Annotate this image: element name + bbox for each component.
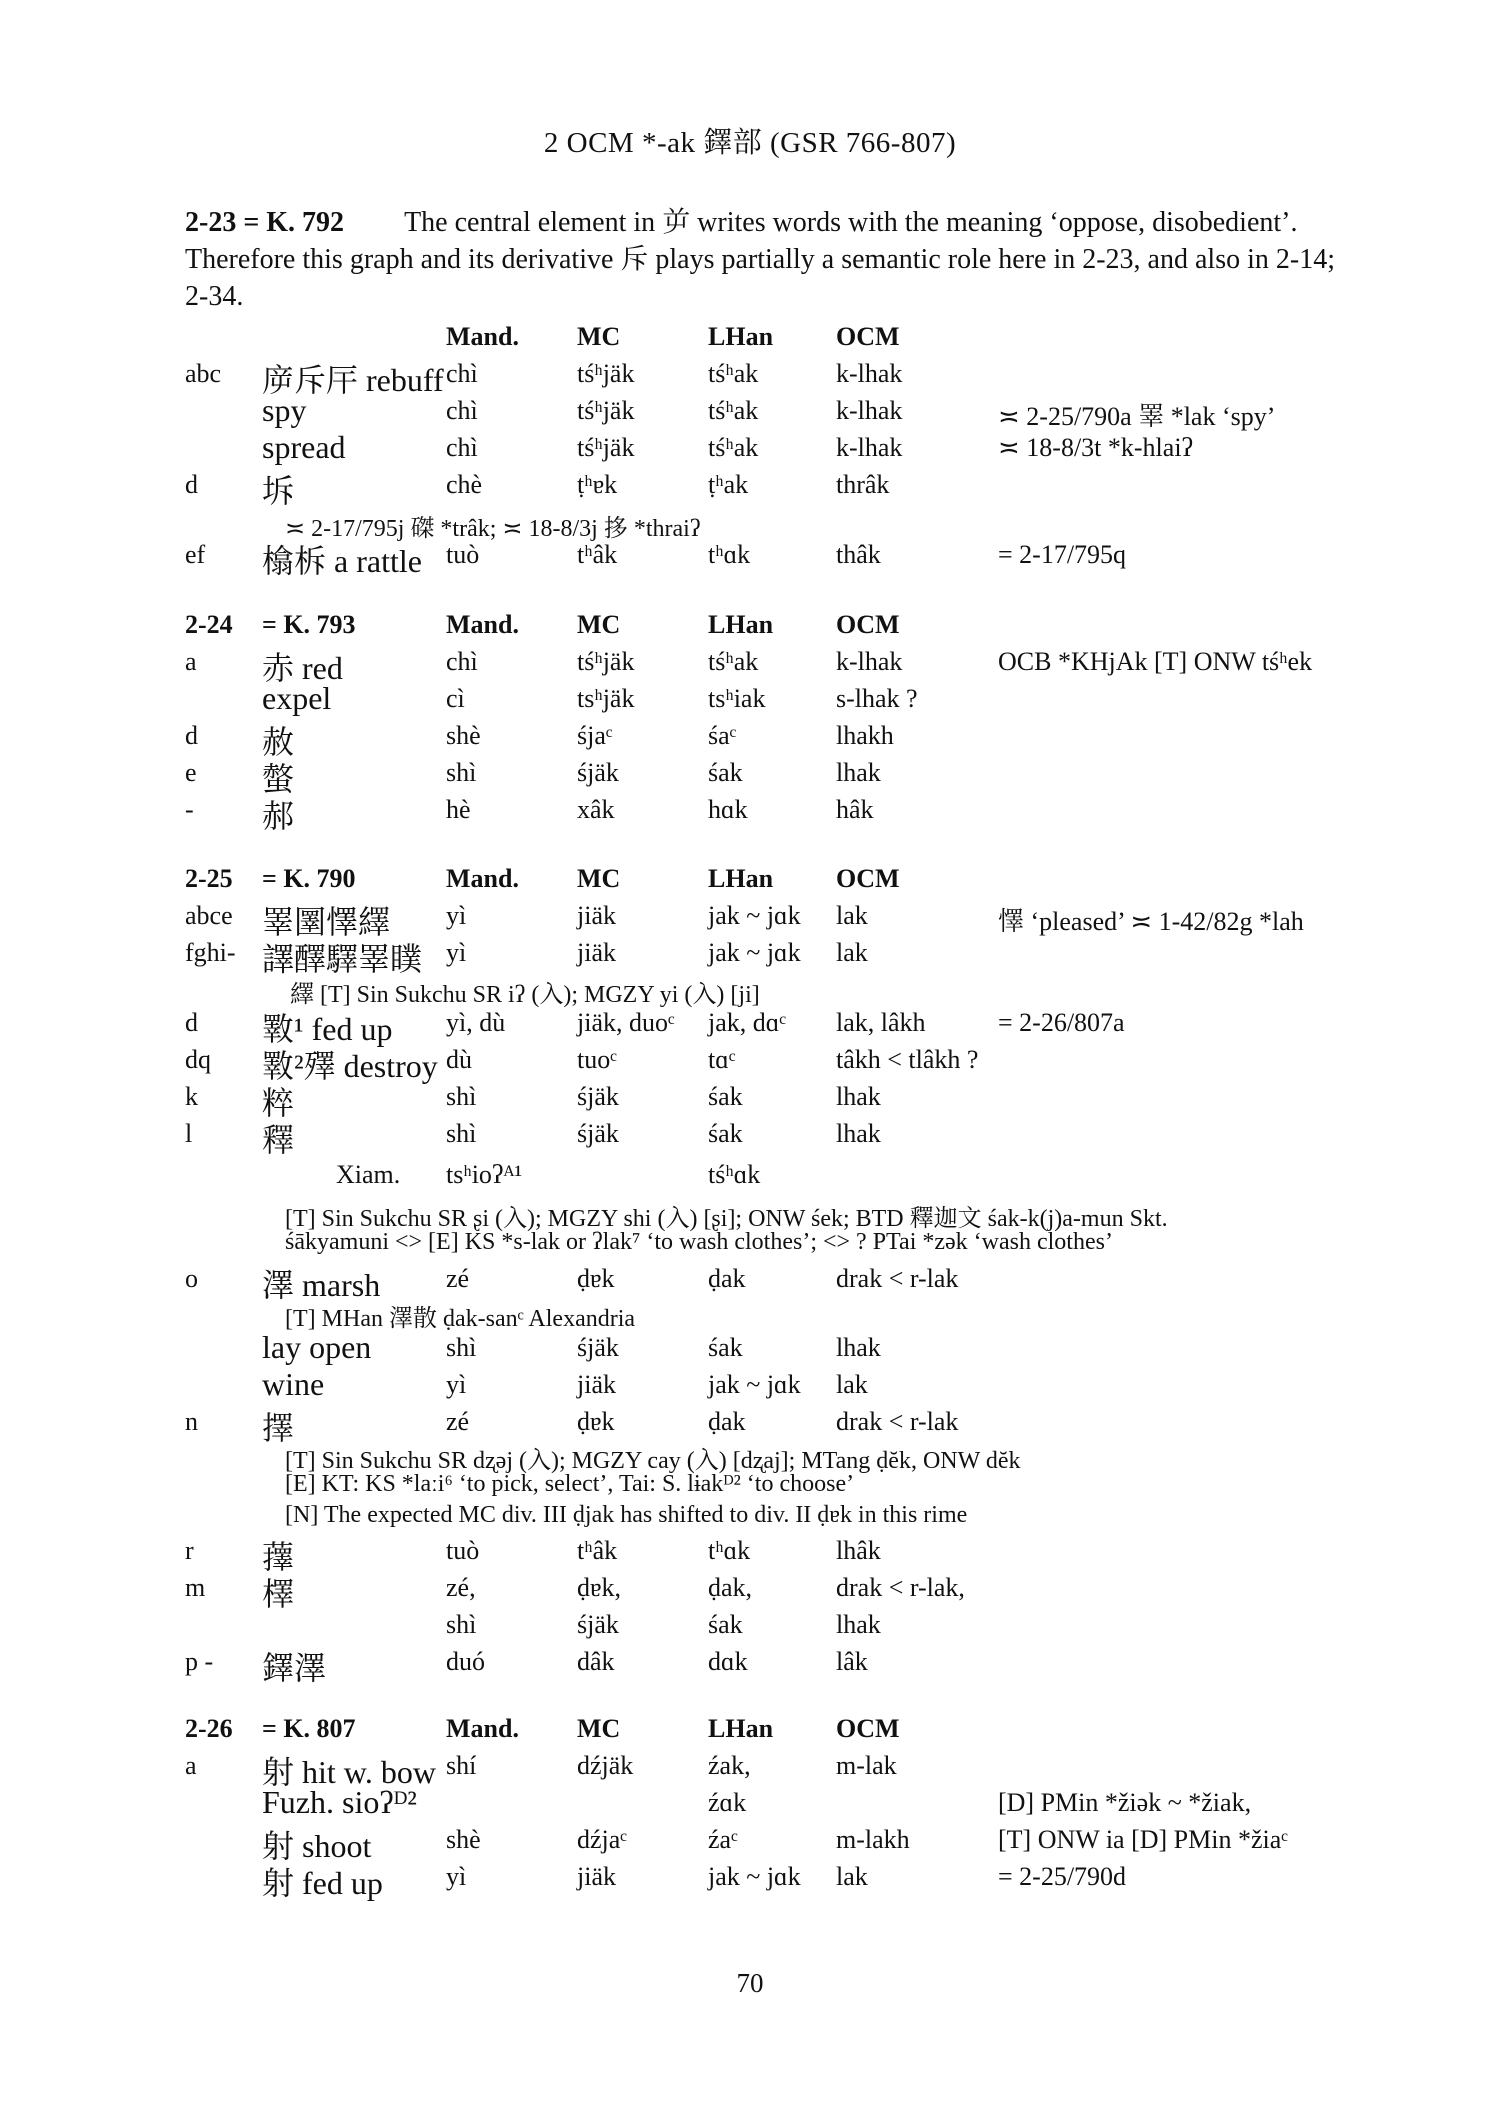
table-row (0, 938, 1500, 975)
graph-cell: 射 shoot (262, 1828, 372, 1864)
mc-cell: śjäk (577, 1610, 619, 1639)
index-cell: d (185, 470, 198, 499)
section-header-row (0, 322, 1500, 359)
intro-lead: 2-23 = K. 792 (185, 207, 345, 238)
mandarin-cell: yì (446, 1862, 467, 1891)
ocm-cell: lak, lâkh (836, 1008, 926, 1037)
lhan-cell: ḍak (708, 1264, 746, 1293)
index-cell: abc (185, 359, 222, 388)
table-row (0, 1082, 1500, 1119)
index-cell: m (185, 1573, 206, 1602)
mc-cell: śjaᶜ (577, 721, 613, 750)
table-row (0, 901, 1500, 938)
table-row (0, 1008, 1500, 1045)
mandarin-cell: cì (446, 684, 465, 713)
section-header-row (0, 864, 1500, 901)
ocm-cell: drak < r-lak (836, 1264, 959, 1293)
running-head: 2 OCM *-ak 鐸部 (GSR 766-807) (543, 127, 957, 159)
ocm-cell: m-lak (836, 1751, 897, 1780)
mc-cell: tsʰjäk (577, 684, 635, 713)
table-row (0, 470, 1500, 507)
mc-cell: xâk (577, 795, 615, 824)
mc-cell: jiäk, duoᶜ (577, 1008, 675, 1037)
section-header-row (0, 610, 1500, 647)
mandarin-cell: zé (446, 1264, 470, 1293)
lhan-cell: LHan (708, 322, 774, 351)
index-cell: a (185, 647, 197, 676)
ocm-cell: k-lhak (836, 647, 903, 676)
mc-cell: MC (577, 1714, 621, 1743)
mandarin-cell: hè (446, 795, 471, 824)
note-cell: [D] PMin *žiək ~ *žiak, (998, 1788, 1252, 1817)
table-row (0, 429, 1500, 470)
note-cell: ≍ 18-8/3t *k-hlaiʔ (998, 433, 1194, 462)
table-row (0, 1862, 1500, 1899)
index-cell: l (185, 1119, 193, 1148)
xiamen-reading: Xiam. (336, 1160, 401, 1189)
table-row (0, 1610, 1500, 1647)
graph-cell: expel (262, 680, 332, 716)
index-cell: 2-26 (185, 1714, 233, 1743)
mandarin-cell: duó (446, 1647, 485, 1676)
ocm-cell: thrâk (836, 470, 890, 499)
ocm-cell: lak (836, 1370, 868, 1399)
index-cell: n (185, 1407, 198, 1436)
mc-cell: śjäk (577, 758, 619, 787)
mandarin-cell: chì (446, 359, 478, 388)
index-cell: a (185, 1751, 197, 1780)
table-row (0, 647, 1500, 684)
graph-cell: 鐸澤 (262, 1650, 327, 1686)
index-cell: o (185, 1264, 198, 1293)
lhan-cell: tśʰak (708, 396, 759, 425)
graph-cell: 射 hit w. bow (262, 1754, 436, 1790)
table-row (0, 1825, 1500, 1862)
graph-cell: 譯醳驛睪瞨 (262, 941, 423, 977)
ocm-cell: k-lhak (836, 433, 903, 462)
mandarin-cell: yì (446, 938, 467, 967)
table-row (0, 1407, 1500, 1444)
mandarin-cell: shì (446, 758, 477, 787)
note-cell: OCB *KHjAk [T] ONW tśʰek (998, 647, 1313, 676)
xiamen-reading: tsʰioʔᴬ¹ (446, 1160, 523, 1189)
graph-cell: = K. 790 (262, 864, 356, 893)
mc-cell: tśʰjäk (577, 647, 635, 676)
ocm-cell: OCM (836, 322, 900, 351)
graph-cell: 釋 (262, 1122, 295, 1158)
mandarin-cell: yì (446, 901, 467, 930)
mc-cell: śjäk (577, 1119, 619, 1148)
mc-cell: ḍɐk, (577, 1573, 622, 1602)
ocm-cell: lhak (836, 1610, 881, 1639)
lhan-cell: źak, (708, 1751, 751, 1780)
note-line: [T] Sin Sukchu SR ʂi (入); MGZY shi (入) [ʂi]; ONW śek; BTD 釋迦文 śak-k(j)a-mun Skt. (285, 1206, 1168, 1232)
table-row (0, 1751, 1500, 1788)
table-row (0, 1264, 1500, 1301)
note-line: śākyamuni <> [E] KS *s-lak or ʔlak⁷ ‘to wash clothes’; <> ? PTai *zək ‘wash clothes’ (285, 1229, 1113, 1255)
graph-cell: Fuzh. sioʔᴰ² (262, 1784, 417, 1820)
table-row (0, 1536, 1500, 1573)
mc-cell: jiäk (577, 1862, 616, 1891)
mc-cell: tʰâk (577, 1536, 618, 1565)
graph-cell: 澤 marsh (262, 1267, 381, 1303)
table-row (0, 1647, 1500, 1684)
mandarin-cell: yì (446, 1370, 467, 1399)
index-cell: d (185, 1008, 198, 1037)
lhan-cell: ḍak, (708, 1573, 753, 1602)
mc-cell: ḍɐk (577, 1407, 615, 1436)
table-row (0, 540, 1500, 577)
lhan-cell: LHan (708, 864, 774, 893)
lhan-cell: tʰɑk (708, 540, 751, 569)
mc-cell: tśʰjäk (577, 396, 635, 425)
mandarin-cell: shí (446, 1751, 477, 1780)
page-number: 70 (736, 1968, 764, 1998)
mandarin-cell: shì (446, 1333, 477, 1362)
graph-cell: 螫 (262, 761, 295, 797)
note-line: [E] KT: KS *laːi⁶ ‘to pick, select’, Tai: S. lɨakᴰ² ‘to choose’ (285, 1471, 855, 1497)
graph-cell: 檡 (262, 1576, 295, 1612)
graph-cell: 射 fed up (262, 1865, 383, 1901)
mc-cell: tʰâk (577, 540, 618, 569)
graph-cell: 擇 (262, 1410, 295, 1446)
intro-text: The central element in 屰 writes words with the meaning ‘oppose, disobedient’. Therefore this graph and its derivative 斥 plays partially a semantic role here in 2-23, and also in 2-14; 2-34. (185, 207, 1335, 312)
table-row (0, 1119, 1500, 1156)
lhan-cell: LHan (708, 610, 774, 639)
graph-cell: 蘀 (262, 1539, 295, 1575)
ocm-cell: OCM (836, 864, 900, 893)
lhan-cell: śak (708, 1610, 743, 1639)
ocm-cell: lâk (836, 1647, 868, 1676)
note-cell: ≍ 2-25/790a 睪 *lak ‘spy’ (998, 402, 1276, 431)
mandarin-cell: tuò (446, 540, 480, 569)
lhan-cell: jak ~ jɑk (708, 901, 801, 930)
mc-cell: dźjäk (577, 1751, 634, 1780)
ocm-cell: hâk (836, 795, 874, 824)
ocm-cell: m-lakh (836, 1825, 910, 1854)
note-cell: = 2-25/790d (998, 1862, 1127, 1891)
lhan-cell: jak ~ jɑk (708, 1862, 801, 1891)
mandarin-cell: shì (446, 1610, 477, 1639)
mc-cell: tśʰjäk (577, 359, 635, 388)
lhan-cell: tɑᶜ (708, 1045, 736, 1074)
mandarin-cell: shì (446, 1082, 477, 1111)
graph-cell: 赦 (262, 724, 295, 760)
ocm-cell: lhâk (836, 1536, 881, 1565)
mc-cell: jiäk (577, 901, 616, 930)
xiamen-reading: tśʰɑk (708, 1160, 761, 1189)
ocm-cell: lak (836, 901, 868, 930)
mc-cell: tuoᶜ (577, 1045, 617, 1074)
mc-cell: ṭʰɐk (577, 470, 618, 499)
graph-cell: 坼 (262, 473, 295, 509)
section-header-row (0, 1714, 1500, 1751)
index-cell: fghi- (185, 938, 236, 967)
ocm-cell: lak (836, 1862, 868, 1891)
lhan-cell: jak ~ jɑk (708, 1370, 801, 1399)
lhan-cell: źɑk (708, 1788, 747, 1817)
graph-cell: spread (262, 429, 346, 465)
mc-cell: MC (577, 610, 621, 639)
note-line: ≍ 2-17/795j 磔 *trâk; ≍ 18-8/3j 拸 *thraiʔ (285, 516, 701, 542)
graph-cell: 斁²殬 destroy (262, 1048, 438, 1084)
graph-cell: 㯓柝 a rattle (262, 543, 422, 579)
mandarin-cell: tuò (446, 1536, 480, 1565)
ocm-cell: lhak (836, 1119, 881, 1148)
lhan-cell: hɑk (708, 795, 748, 824)
index-cell: d (185, 721, 198, 750)
table-row (0, 1784, 1500, 1825)
graph-cell: lay open (262, 1329, 372, 1365)
lhan-cell: jak, dɑᶜ (708, 1008, 787, 1037)
mc-cell: śjäk (577, 1333, 619, 1362)
note-cell: 懌 ‘pleased’ ≍ 1-42/82g *lah (998, 907, 1304, 936)
mandarin-cell: Mand. (446, 322, 519, 351)
table-row (0, 1329, 1500, 1370)
lhan-cell: jak ~ jɑk (708, 938, 801, 967)
graph-cell: spy (262, 392, 307, 428)
mandarin-cell: Mand. (446, 1714, 519, 1743)
ocm-cell: lak (836, 938, 868, 967)
lhan-cell: śak (708, 1119, 743, 1148)
table-row (0, 758, 1500, 795)
mandarin-cell: zé (446, 1407, 470, 1436)
ocm-cell: tâkh < tlâkh ? (836, 1045, 979, 1074)
table-row (0, 1573, 1500, 1610)
mc-cell: MC (577, 864, 621, 893)
mandarin-cell: Mand. (446, 864, 519, 893)
table-row (0, 1045, 1500, 1082)
graph-cell: 郝 (262, 798, 295, 834)
lhan-cell: źaᶜ (708, 1825, 738, 1854)
mandarin-cell: chì (446, 433, 478, 462)
index-cell: 2-24 (185, 610, 233, 639)
index-cell: 2-25 (185, 864, 233, 893)
mc-cell: tśʰjäk (577, 433, 635, 462)
lhan-cell: dɑk (708, 1647, 748, 1676)
table-row (0, 392, 1500, 433)
graph-cell: 赤 red (262, 650, 343, 686)
mandarin-cell: dù (446, 1045, 472, 1074)
ocm-cell: OCM (836, 610, 900, 639)
note-line: 繹 [T] Sin Sukchu SR iʔ (入); MGZY yi (入) [ji] (290, 982, 760, 1008)
mandarin-cell: zé, (446, 1573, 476, 1602)
note-line: [N] The expected MC div. III ḍjak has shifted to div. II ḍɐk in this rime (285, 1502, 968, 1528)
lhan-cell: tʰɑk (708, 1536, 751, 1565)
index-cell: - (185, 795, 194, 824)
lhan-cell: śak (708, 1082, 743, 1111)
graph-cell: wine (262, 1366, 325, 1402)
index-cell: r (185, 1536, 194, 1565)
table-row (0, 795, 1500, 832)
lhan-cell: tśʰak (708, 359, 759, 388)
graph-cell: 睪圛懌繹 (262, 904, 391, 940)
index-cell: p - (185, 1647, 214, 1676)
note-line: [T] Sin Sukchu SR dʐəj (入); MGZY cay (入) [dʐaj]; MTang ḍĕk, ONW dĕk (285, 1448, 1021, 1474)
lhan-cell: tsʰiak (708, 684, 766, 713)
graph-cell: 斁¹ fed up (262, 1011, 393, 1047)
note-cell: = 2-17/795q (998, 540, 1127, 569)
note-cell: = 2-26/807a (998, 1008, 1125, 1037)
mandarin-cell: Mand. (446, 610, 519, 639)
ocm-cell: s-lhak ? (836, 684, 918, 713)
mc-cell: ḍɐk (577, 1264, 615, 1293)
ocm-cell: lhak (836, 1082, 881, 1111)
graph-cell: = K. 793 (262, 610, 356, 639)
lhan-cell: tśʰak (708, 433, 759, 462)
index-cell: dq (185, 1045, 211, 1074)
index-cell: abce (185, 901, 233, 930)
mandarin-cell: shè (446, 1825, 481, 1854)
lhan-cell: ḍak (708, 1407, 746, 1436)
lhan-cell: ṭʰak (708, 470, 749, 499)
lhan-cell: LHan (708, 1714, 774, 1743)
lhan-cell: śak (708, 1333, 743, 1362)
index-cell: e (185, 758, 197, 787)
mc-cell: śjäk (577, 1082, 619, 1111)
mandarin-cell: chì (446, 647, 478, 676)
ocm-cell: OCM (836, 1714, 900, 1743)
graph-cell: = K. 807 (262, 1714, 356, 1743)
ocm-cell: k-lhak (836, 396, 903, 425)
index-cell: ef (185, 540, 206, 569)
mandarin-cell: chè (446, 470, 483, 499)
mc-cell: dâk (577, 1647, 615, 1676)
table-row (0, 680, 1500, 721)
mc-cell: jiäk (577, 1370, 616, 1399)
table-row (0, 721, 1500, 758)
index-cell: k (185, 1082, 198, 1111)
mandarin-cell: shè (446, 721, 481, 750)
mandarin-cell: yì, dù (446, 1008, 506, 1037)
ocm-cell: lhakh (836, 721, 894, 750)
mandarin-cell: chì (446, 396, 478, 425)
note-cell: [T] ONW ia [D] PMin *žiaᶜ (998, 1825, 1288, 1854)
lhan-cell: tśʰak (708, 647, 759, 676)
ocm-cell: thâk (836, 540, 881, 569)
note-line: [T] MHan 澤散 ḍak-sanᶜ Alexandria (285, 1306, 636, 1332)
ocm-cell: lhak (836, 758, 881, 787)
mc-cell: jiäk (577, 938, 616, 967)
intro-paragraph (185, 204, 1335, 315)
ocm-cell: drak < r-lak (836, 1407, 959, 1436)
graph-cell: 㡿斥厈 rebuff (262, 362, 444, 398)
ocm-cell: lhak (836, 1333, 881, 1362)
lhan-cell: śaᶜ (708, 721, 737, 750)
mc-cell: dźjaᶜ (577, 1825, 627, 1854)
lhan-cell: śak (708, 758, 743, 787)
table-row (0, 1366, 1500, 1407)
graph-cell: 粹 (262, 1085, 295, 1121)
mandarin-cell: shì (446, 1119, 477, 1148)
ocm-cell: drak < r-lak, (836, 1573, 965, 1602)
table-row (0, 359, 1500, 396)
ocm-cell: k-lhak (836, 359, 903, 388)
mc-cell: MC (577, 322, 621, 351)
